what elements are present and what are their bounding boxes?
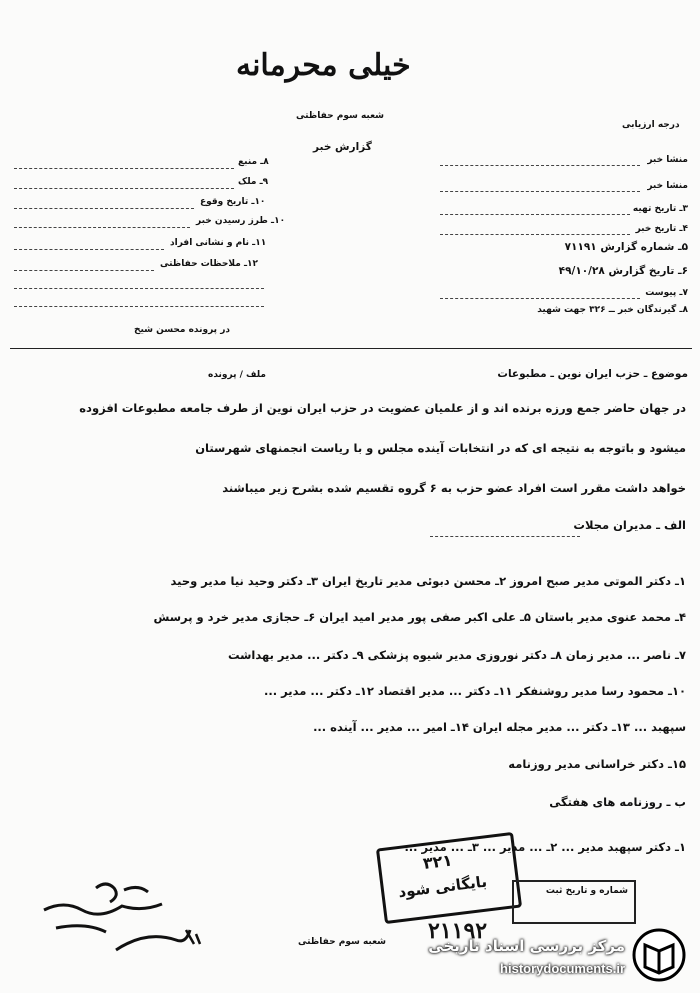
book-logo-icon [631,927,687,983]
unit-name: شعبه سوم حفاظتی [296,111,385,121]
list-line-3: ۷ـ ناصر ... مدیر زمان ۸ـ دکتر نوروزی مدیر شیوه پزشکی ۹ـ دکتر ... مدیر بهداشت [227,648,686,662]
body-line-3: خواهد داشت مقرر است افراد عضو حزب به ۶ گروه تقسیم شده بشرح زیر میباشند [222,481,686,495]
list-line-6: ۱۵ـ دکتر خراسانی مدیر روزنامه [508,757,686,771]
field-news-date: ۴ـ تاریخ خبر [635,224,688,234]
watermark [410,925,695,987]
field-persons: ۱۱ـ نام و نشانی افراد [170,238,267,248]
footer-unit: شعبه سوم حفاظتی [298,937,387,947]
field-source-2: منشا خبر [647,181,688,191]
classification-title: خیلی محرمانه [236,48,411,83]
field-source-1: منشا خبر [647,155,688,165]
handwritten-note [36,870,216,960]
field-informant: ۸ـ منبع [238,157,269,167]
field-news-method: ۱۰ـ طرز رسیدن خبر [196,216,286,226]
grade-label: درجه ارزیابی [622,120,680,130]
field-occurrence-date: ۱۰ـ تاریخ وقوع [200,197,266,207]
stamp-number: ۳۲۱ [421,850,454,873]
list-line-1: ۱ـ دکتر الموتی مدیر صبح امروز ۲ـ محسن دبوئی مدیر تاریخ ایران ۳ـ دکتر وحید نیا مدیر وحید [170,574,686,588]
field-file: در پرونده محسن شیخ [134,325,230,335]
list-section-b: ب ـ روزنامه های هفتگی [549,795,686,809]
report-title: گزارش خبر [313,141,372,153]
field-recipients: ۸ـ گیرندگان خبر ــ ۳۲۶ جهت شهید [537,305,688,315]
subject-page-label: ملف / پرونده [208,370,266,380]
field-report-date: ۶ـ تاریخ گزارش ۴۹/۱۰/۲۸ [558,265,688,277]
list-line-2: ۴ـ محمد عنوی مدیر باستان ۵ـ علی اکبر صفی پور مدیر امید ایران ۶ـ حجازی مدیر خرد و پرسش [153,610,686,624]
stamp-text: بایگانی شود [397,872,488,902]
field-prep-date: ۳ـ تاریخ تهیه [632,204,688,214]
body-section-a: الف ـ مدیران مجلات [573,518,686,532]
watermark-url: historydocuments.ir [500,961,625,976]
body-line-1: در جهان حاضر جمع ورزه برنده اند و از علمیان عضویت در حزب ایران نوین از طرف جامعه مطبوعات افزوده [79,401,686,415]
registration-box [512,880,636,924]
field-security-notes: ۱۲ـ ملاحظات حفاظتی [160,259,259,269]
field-attachment: ۷ـ پیوست [645,288,688,298]
list-line-b1: ۱ـ دکتر سپهبد مدیر ... ۲ـ ... مدیر ... ۳ـ ... مدیر ... [404,840,686,854]
watermark-title: مرکز بررسی اسناد تاریخی [428,937,625,955]
list-line-4: ۱۰ـ محمود رسا مدیر روشنفکر ۱۱ـ دکتر ... مدیر اقتصاد ۱۲ـ دکتر ... مدیر ... [264,684,686,698]
registration-number: ۲۱۱۹۲ [428,918,488,944]
field-place: ۹ـ ملک [238,177,269,187]
separator-line [10,348,692,349]
registration-label: شماره و تاریخ ثبت [545,886,628,896]
body-line-2: میشود و باتوجه به نتیجه ای که در انتخابات آینده مجلس و با ریاست انجمنهای شهرستان [195,441,686,455]
list-line-5: سپهبد ... ۱۳ـ دکتر ... مدیر مجله ایران ۱۴ـ امیر ... مدیر ... آینده ... [313,720,686,734]
field-report-number: ۵ـ شماره گزارش ۷۱۱۹۱ [564,241,688,253]
subject-line: موضوع ـ حزب ایران نوین ـ مطبوعات [497,368,688,380]
archive-stamp [376,832,522,924]
